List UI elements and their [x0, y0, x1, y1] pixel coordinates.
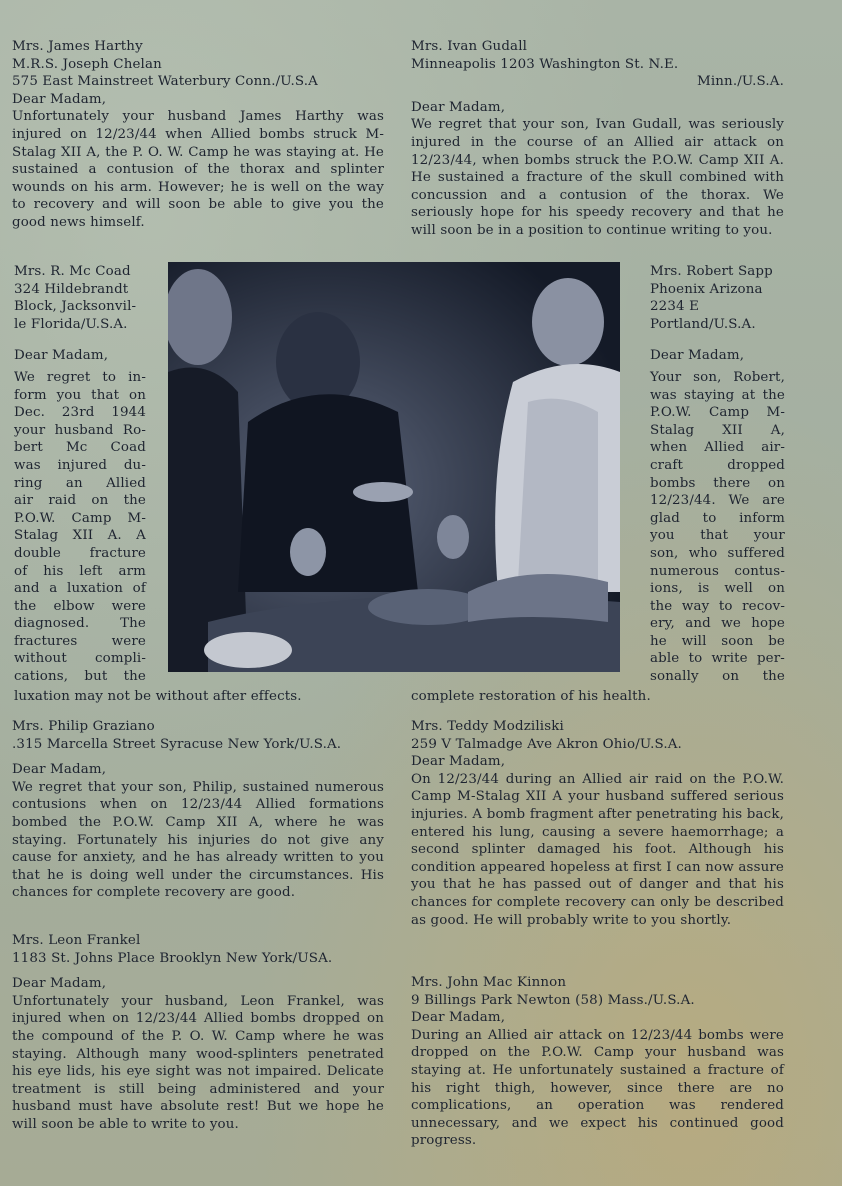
- letter-address: le Florida/U.S.A.: [14, 316, 128, 332]
- letter-line: he will soon be: [650, 633, 785, 649]
- letter-line: ery, and we hope: [650, 616, 785, 632]
- letter-body: We regret that your son, Ivan Gudall, was seriously injured in the course of an Allied air attack on 12/23/44, when bombs struck the P.O.W. Camp XII A. He sustained a fracture of the skull combined with concussion and a contusion of the thorax. We seriously hope for his speedy recovery and that he will soon be in a position to continue writing to you.: [411, 117, 784, 238]
- letter-line: was injured du-: [14, 457, 146, 473]
- letter-line: bert Mc Coad: [14, 440, 146, 456]
- letter-line: form you that on: [14, 387, 146, 403]
- letter-line: fractures were: [14, 633, 146, 649]
- letter-address: Mrs. Teddy Modziliski: [411, 719, 564, 734]
- letter-graziano: [12, 718, 384, 902]
- letter-address: Mrs. Ivan Gudall: [411, 39, 528, 54]
- letter-line: P.O.W. Camp M-: [14, 510, 146, 526]
- letter-line: your husband Ro-: [14, 422, 146, 438]
- letter-address: Mrs. Robert Sapp: [650, 264, 773, 279]
- letter-line: able to write per-: [650, 651, 785, 667]
- letter-line: cations, but the: [14, 669, 146, 685]
- letter-line: Stalag XII A. A: [14, 528, 146, 544]
- letter-line: the way to recov-: [650, 598, 785, 614]
- letter-line: was staying at the: [650, 387, 785, 403]
- letter-address: 575 East Mainstreet Waterbury Conn./U.S.A: [12, 74, 318, 90]
- letter-mccoad: [14, 263, 146, 686]
- letter-line: We regret to in-: [14, 369, 146, 385]
- letter-address: Mrs. John Mac Kinnon: [411, 975, 567, 990]
- letter-line: P.O.W. Camp M-: [650, 405, 785, 421]
- letter-line: sonally on the: [650, 669, 785, 685]
- letter-salutation: Dear Madam,: [12, 762, 107, 778]
- letter-sapp-tail: complete restoration of his health.: [411, 689, 651, 704]
- letter-address: Minn./U.S.A.: [696, 74, 784, 90]
- letter-line: the elbow were: [14, 598, 146, 614]
- letter-line: Dec. 23rd 1944: [14, 405, 146, 421]
- letter-harthy: [12, 38, 384, 232]
- letter-body: Unfortunately your husband James Harthy was injured on 12/23/44 when Allied bombs struck M-Stalag XII A, the P. O. W. Camp he was staying at. He sustained a contusion of the thorax and splinter wounds on his arm. However; he is well on the way to recovery and will soon be able to give you the good news himself.: [12, 109, 384, 230]
- letter-mccoad-tail: luxation may not be without after effects.: [14, 689, 302, 704]
- letter-body: Unfortunately your husband, Leon Frankel, was injured when on 12/23/44 Allied bombs dropped on the compound of the P. O. W. Camp where he was staying. Although many wood-splinters penetrated his eye lids, his eye sight was not impaired. Delicate treatment is still being administered and your husband must have absolute rest! But we hope he will soon be able to write to you.: [12, 993, 384, 1132]
- letter-line: 12/23/44. We are: [650, 493, 785, 509]
- letter-salutation: Dear Madam,: [411, 754, 506, 770]
- letter-line: son, who suffered: [650, 545, 785, 561]
- letter-gudall: [411, 38, 784, 240]
- letter-address: Portland/U.S.A.: [650, 316, 756, 332]
- letter-address: Block, Jacksonvil-: [14, 299, 137, 315]
- letter-address: Mrs. Leon Frankel: [12, 933, 141, 948]
- letter-line: craft dropped: [650, 457, 785, 473]
- letter-line: double fracture: [14, 545, 146, 561]
- letter-line: you that your: [650, 528, 785, 544]
- letter-line: Your son, Robert,: [650, 369, 785, 385]
- letter-body: [14, 369, 146, 686]
- photograph-wounded-prisoner: [168, 262, 620, 672]
- letter-body: [650, 369, 785, 686]
- figure-head-right: [532, 278, 604, 366]
- letter-address: 324 Hildebrandt: [14, 281, 129, 297]
- letter-salutation: Dear Madam,: [411, 1010, 506, 1026]
- letter-line: bombs there on: [650, 475, 785, 491]
- letter-line: Stalag XII A,: [650, 422, 785, 438]
- letter-line: diagnosed. The: [14, 616, 146, 632]
- letter-address: M.R.S. Joseph Chelan: [12, 56, 162, 72]
- letter-line: without compli-: [14, 651, 146, 667]
- letter-address: 2234 E: [650, 299, 700, 315]
- letter-address: 1183 St. Johns Place Brooklyn New York/USA.: [12, 950, 333, 966]
- letter-address: 259 V Talmadge Ave Akron Ohio/U.S.A.: [411, 736, 682, 752]
- letter-line: air raid on the: [14, 493, 146, 509]
- letter-address: Mrs. Philip Graziano: [12, 719, 155, 734]
- letter-address: Minneapolis 1203 Washington St. N.E.: [411, 56, 679, 72]
- letter-salutation: Dear Madam,: [12, 91, 107, 107]
- letter-body: On 12/23/44 during an Allied air raid on the P.O.W. Camp M-Stalag XII A your husband suffered serious injuries. A bomb fragment after penetrating his back, entered his lung, causing a severe haemorrhage; a second splinter damaged his foot. Although his condition appeared hopeless at first I can now assure you that he has passed out of danger and that his chances for complete recovery can only be described as good. He will probably write to you shortly.: [411, 771, 784, 928]
- letter-line: numerous contus-: [650, 563, 785, 579]
- letter-line: ions, is well on: [650, 581, 785, 597]
- letter-line: ring an Allied: [14, 475, 146, 491]
- letter-address: Mrs. R. Mc Coad: [14, 264, 131, 279]
- letter-modziliski: [411, 718, 784, 929]
- letter-body: During an Allied air attack on 12/23/44 bombs were dropped on the P.O.W. Camp your husband was staying at. He unfortunately sustained a fracture of his right thigh, however, since there are no complications, an operation was rendered unnecessary, and we expect his continued good progress.: [411, 1027, 784, 1149]
- letter-sapp: [650, 263, 785, 686]
- letter-frankel: [12, 932, 384, 1134]
- letter-line: when Allied air-: [650, 440, 785, 456]
- letter-line: of his left arm: [14, 563, 146, 579]
- letter-address: 9 Billings Park Newton (58) Mass./U.S.A.: [411, 992, 695, 1008]
- letter-address: Phoenix Arizona: [650, 281, 763, 297]
- letter-address: Mrs. James Harthy: [12, 39, 143, 54]
- letter-address: .315 Marcella Street Syracuse New York/U.S.A.: [12, 736, 342, 752]
- letter-salutation: Dear Madam,: [14, 348, 109, 364]
- letter-line: and a luxation of: [14, 581, 146, 597]
- photo-illustration: [168, 262, 620, 672]
- letter-mackinnon: [411, 974, 784, 1150]
- letter-body: We regret that your son, Philip, sustained numerous contusions when on 12/23/44 Allied formations bombed the P.O.W. Camp XII A, where he was staying. Fortunately his injuries do not give any cause for anxiety, and he has already written to you that he is doing well under the circumstances. His chances for complete recovery are good.: [12, 779, 384, 901]
- letter-line: glad to inform: [650, 510, 785, 526]
- letter-salutation: Dear Madam,: [650, 348, 745, 364]
- letter-salutation: Dear Madam,: [411, 99, 506, 115]
- letter-salutation: Dear Madam,: [12, 976, 107, 992]
